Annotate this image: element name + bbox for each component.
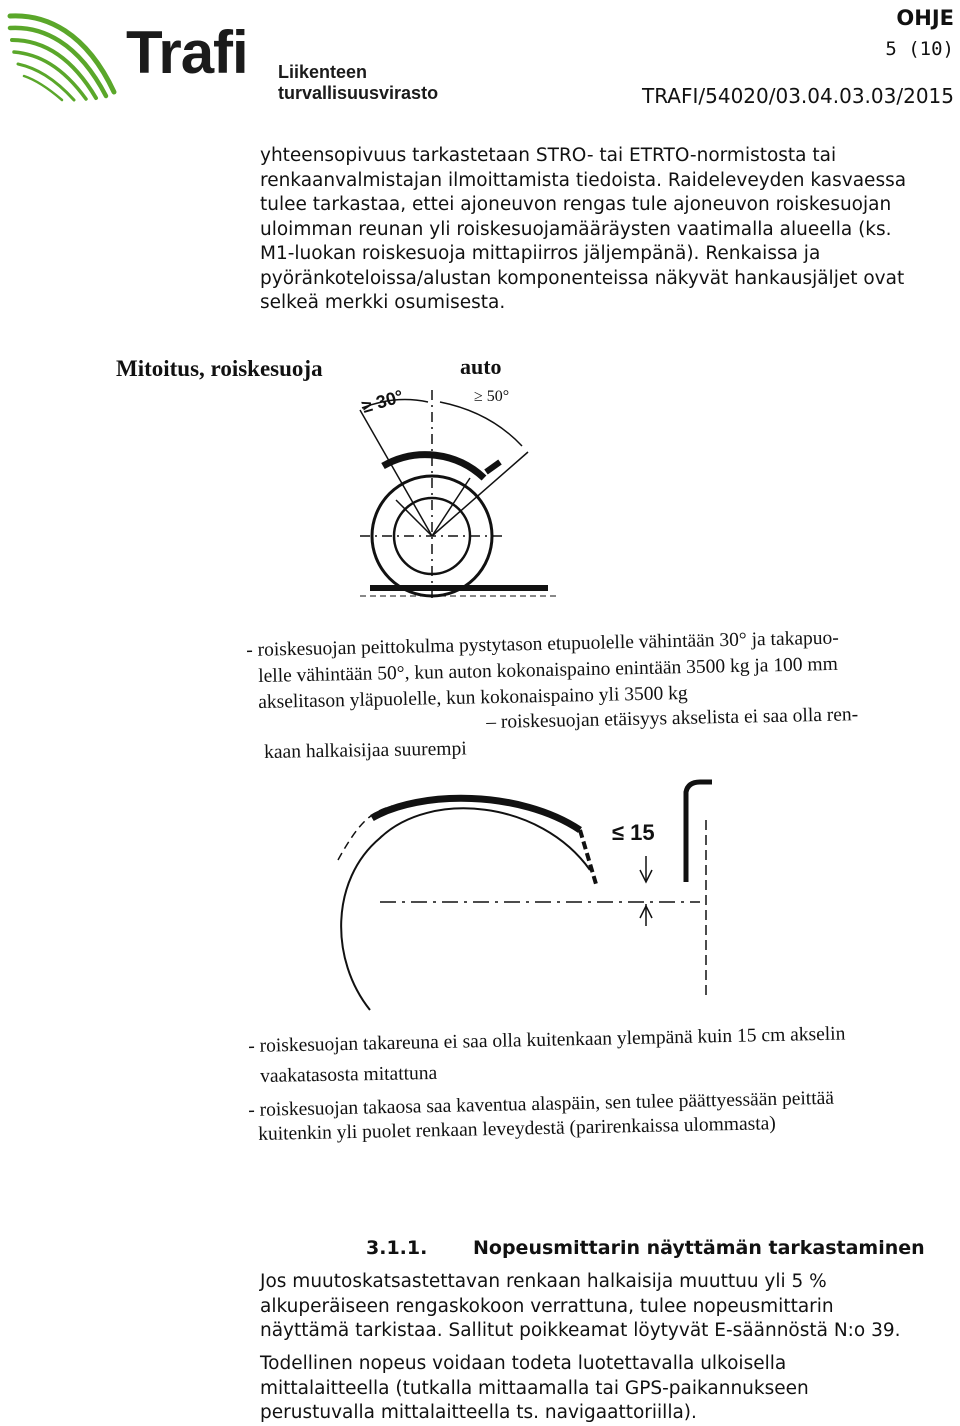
text-line: selkeä merkki osumisesta. xyxy=(260,292,506,313)
section-paragraph xyxy=(260,1352,960,1426)
document-type: OHJE xyxy=(896,6,954,30)
figure-note: - roiskesuojan peittokulma pystytason etupuolelle vähintään 30° ja takapuo- xyxy=(246,627,839,661)
rear-angle-label: ≥ 50° xyxy=(474,388,510,405)
text-line: uloimman reunan yli roiskesuojamääräysten vaatimalla alueella (ks. xyxy=(260,218,892,240)
figure-note: - roiskesuojan takaosa saa kaventua alaspäin, sen tulee päättyessään peittää xyxy=(248,1087,835,1121)
figure-note: lelle vähintään 50°, kun auton kokonaispaino enintään 3500 kg ja 100 mm xyxy=(258,653,839,687)
logo-subtitle: Liikenteen turvallisuusvirasto xyxy=(278,62,439,103)
text-line: M1-luokan roiskesuoja mittapiirros jäljempänä). Renkaissa ja xyxy=(260,243,821,264)
text-line: Jos muutoskatsastettavan renkaan halkaisija muuttuu yli 5 % xyxy=(260,1271,827,1292)
figure-note: akselitason yläpuolelle, kun kokonaispaino yli 3500 kg xyxy=(258,683,688,713)
text-line: näyttämä tarkistaa. Sallitut poikkeamat löytyvät E-säännöstä N:o 39. xyxy=(260,1320,901,1341)
top-wheel-figure xyxy=(360,390,556,600)
figure-note: - roiskesuojan takareuna ei saa olla kuitenkaan ylempänä kuin 15 cm akselin xyxy=(248,1023,846,1057)
document-reference: TRAFI/54020/03.04.03.03/2015 xyxy=(642,84,954,108)
section-paragraph xyxy=(260,1270,960,1344)
text-line: yhteensopivuus tarkastetaan STRO- tai ETRTO-normistosta tai xyxy=(260,145,837,166)
figure-note: kaan halkaisijaa suurempi xyxy=(264,738,467,763)
front-angle-label: ≥ 30° xyxy=(359,386,406,417)
text-line: perustuvalla mittalaitteella ts. navigaattoriilla). xyxy=(260,1402,697,1423)
text-line: mittalaitteella (tutkalla mittaamalla tai GPS-paikannukseen xyxy=(260,1377,809,1399)
figure-note: – roiskesuojan etäisyys akselista ei saa olla ren- xyxy=(486,704,859,733)
figure-label-auto: auto xyxy=(460,354,502,379)
section-title: Nopeusmittarin näyttämän tarkastaminen xyxy=(473,1237,925,1259)
text-line: tulee tarkastaa, ettei ajoneuvon rengas tule ajoneuvon roiskesuojan xyxy=(260,194,892,215)
figure-note: vaakatasosta mitattuna xyxy=(260,1062,438,1087)
text-line: renkaanvalmistajan ilmoittamista tiedoista. Raideleveyden kasvaessa xyxy=(260,169,907,191)
text-line: Todellinen nopeus voidaan todeta luotettavalla ulkoisella xyxy=(260,1353,787,1374)
section-number: 3.1.1. xyxy=(366,1237,428,1259)
page-number: 5 (10) xyxy=(885,38,954,60)
figure-title: Mitoitus, roiskesuoja xyxy=(116,356,323,381)
bottom-wheel-figure xyxy=(338,782,712,1010)
text-line: alkuperäiseen rengaskokoon verrattuna, tulee nopeusmittarin xyxy=(260,1295,834,1317)
logo-wordmark: Trafi xyxy=(126,19,248,86)
figure-note: kuitenkin yli puolet renkaan leveydestä (parirenkaissa ulommasta) xyxy=(258,1113,776,1145)
distance-label: ≤ 15 xyxy=(612,820,655,845)
text-line: pyöränkoteloissa/alustan komponenteissa näkyvät hankausjäljet ovat xyxy=(260,267,905,289)
